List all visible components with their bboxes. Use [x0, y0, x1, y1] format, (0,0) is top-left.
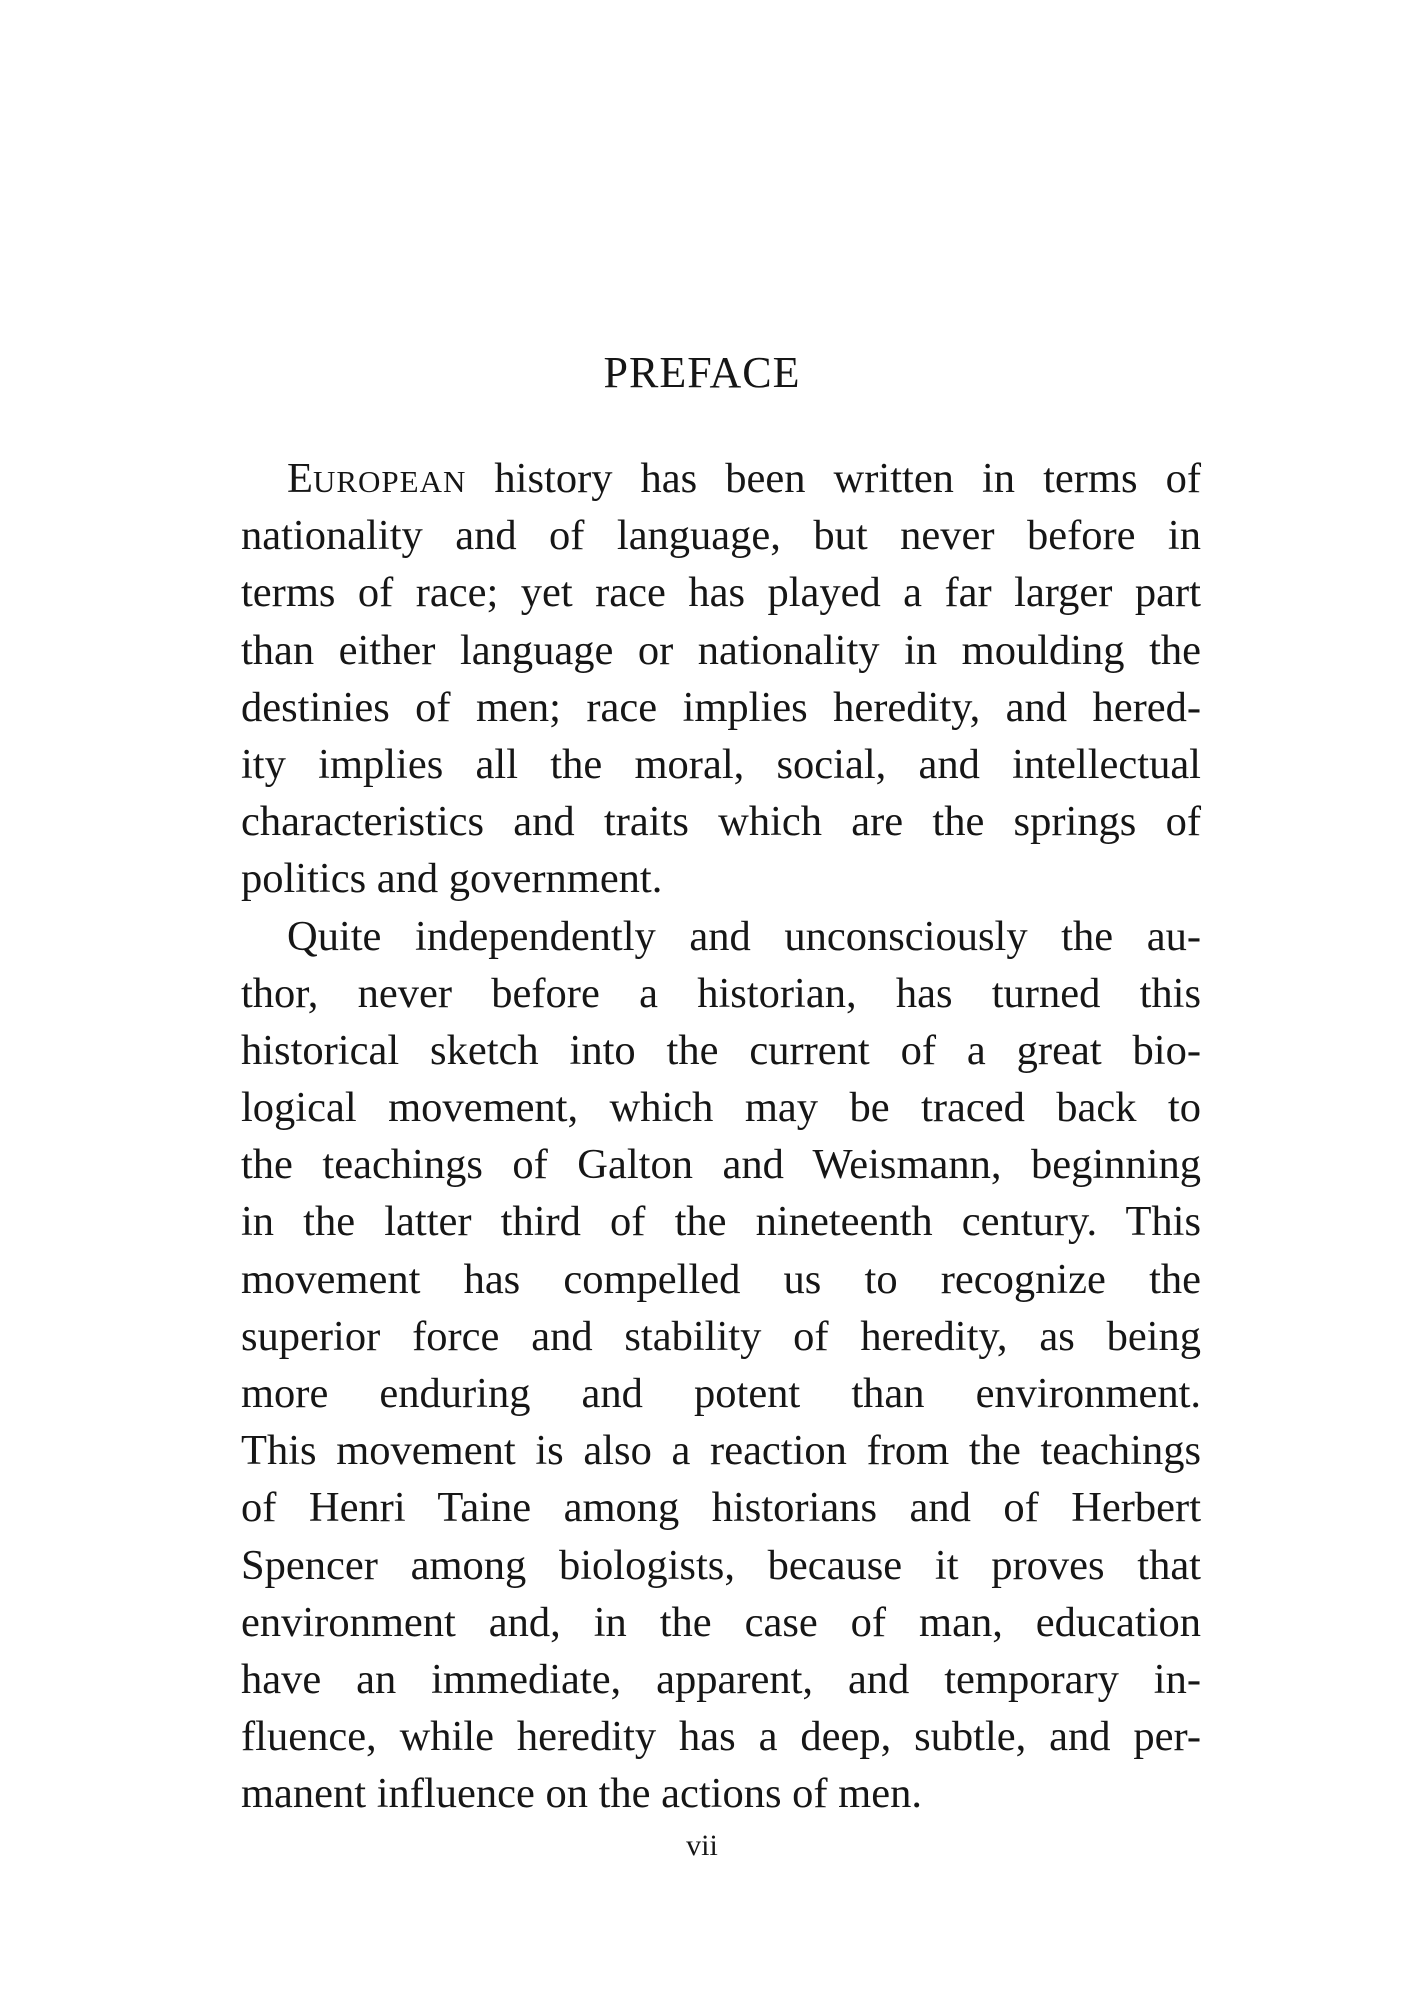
- paragraph-1-line-4: than either language or nationality in moulding the: [241, 626, 1201, 674]
- paragraph-1-line-3: terms of race; yet race has played a far larger part: [241, 569, 1201, 617]
- page-number: vii: [686, 1829, 718, 1862]
- paragraph-2-line-6: in the latter third of the nineteenth century. This: [241, 1198, 1201, 1246]
- paragraph-2-line-3: historical sketch into the current of a great bio-: [241, 1026, 1201, 1074]
- paragraph-1-line-5: destinies of men; race implies heredity, and hered-: [241, 683, 1201, 731]
- preface-body: [241, 450, 1201, 1823]
- paragraph-1-line-7: characteristics and traits which are the springs of: [241, 798, 1201, 846]
- paragraph-1-line-8: politics and government.: [241, 855, 663, 903]
- paragraph-2-line-9: more enduring and potent than environment.: [241, 1370, 1201, 1417]
- paragraph-1-line-6: ity implies all the moral, social, and intellectual: [241, 740, 1201, 788]
- paragraph-2-line-14: have an immediate, apparent, and temporary in-: [241, 1655, 1201, 1703]
- paragraph-2-line-11: of Henri Taine among historians and of Herbert: [241, 1484, 1201, 1532]
- small-caps-initial: E: [287, 455, 313, 502]
- paragraph-1-line-1-text: history has been written in terms of: [466, 455, 1201, 502]
- paragraph-2-line-8: superior force and stability of heredity, as being: [241, 1312, 1201, 1360]
- paragraph-1-line-2: nationality and of language, but never before in: [241, 512, 1201, 560]
- paragraph-2-line-15: fluence, while heredity has a deep, subtle, and per-: [241, 1713, 1201, 1761]
- paragraph-2-line-10: This movement is also a reaction from the teachings: [241, 1427, 1201, 1475]
- page-title: PREFACE: [603, 348, 801, 397]
- paragraph-1-line-1: [241, 450, 1201, 507]
- paragraph-2-line-16: manent influence on the actions of men.: [241, 1770, 922, 1818]
- paragraph-2-line-4: logical movement, which may be traced back to: [241, 1084, 1201, 1132]
- paragraph-2-line-5: the teachings of Galton and Weismann, beginning: [241, 1141, 1201, 1189]
- paragraph-2-line-7: movement has compelled us to recognize the: [241, 1255, 1201, 1303]
- paragraph-2-line-12: Spencer among biologists, because it proves that: [241, 1541, 1201, 1589]
- paragraph-2-line-1: Quite independently and unconsciously the au-: [287, 912, 1201, 960]
- paragraph-2-line-2: thor, never before a historian, has turned this: [241, 969, 1201, 1017]
- paragraph-2-line-13: environment and, in the case of man, education: [241, 1598, 1201, 1646]
- small-caps-rest: UROPEAN: [312, 464, 467, 499]
